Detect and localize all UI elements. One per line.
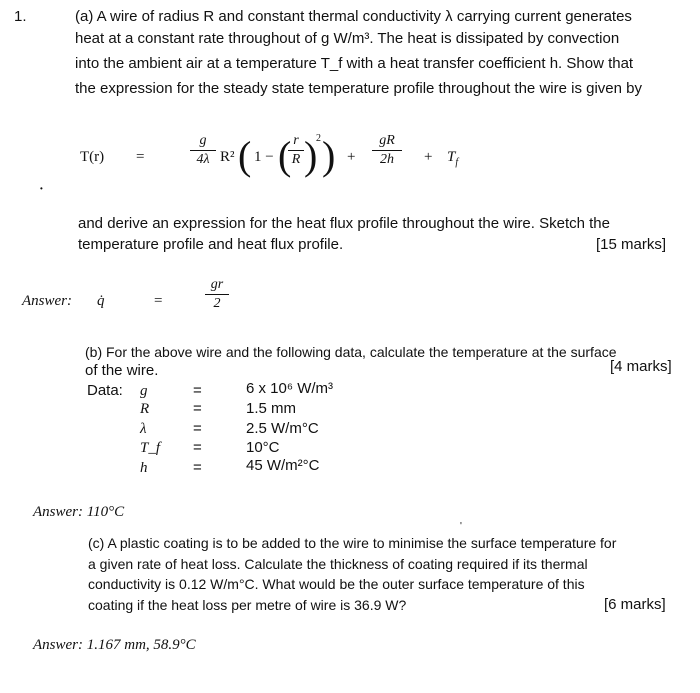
- data-eq-h: =: [193, 459, 202, 476]
- data-eq-g: =: [193, 382, 202, 399]
- part-a-line-1: (a) A wire of radius R and constant thermal conductivity λ carrying current generates: [75, 8, 632, 25]
- part-b-line-1: (b) For the above wire and the following data, calculate the temperature at the surface: [85, 344, 617, 360]
- data-sym-g: g: [140, 383, 148, 399]
- part-c-marks: [6 marks]: [604, 596, 666, 613]
- eq-frac1-den: 4λ: [196, 152, 210, 167]
- data-val-lambda: 2.5 W/m°C: [246, 420, 319, 437]
- part-a-answer-fraction: [205, 277, 229, 312]
- part-c-answer: Answer: 1.167 mm, 58.9°C: [33, 637, 196, 653]
- data-eq-tf: =: [193, 439, 202, 456]
- part-a-derive-line-2: temperature profile and heat flux profile.: [78, 236, 344, 253]
- part-c-line-4: coating if the heat loss per metre of wire is 36.9 W?: [88, 597, 407, 613]
- eq-tf-symbol: T: [447, 149, 456, 165]
- data-val-h: 45 W/m²°C: [246, 457, 320, 474]
- part-a-answer-num: gr: [210, 277, 224, 292]
- part-a-derive-line-1: and derive an expression for the heat flux profile throughout the wire. Sketch the: [78, 215, 610, 232]
- eq-r-squared: R²: [220, 149, 235, 165]
- part-a-answer-label: Answer:: [22, 293, 72, 309]
- eq-paren-close: ): [322, 133, 336, 178]
- eq-inner-num: r: [293, 133, 299, 148]
- part-a-marks: [15 marks]: [596, 236, 667, 253]
- data-eq-r: =: [193, 400, 202, 417]
- data-sym-lambda: λ: [140, 421, 147, 437]
- data-sym-r: R: [140, 401, 150, 417]
- part-a-answer-den: 2: [213, 296, 221, 311]
- part-b-line-2: of the wire.: [85, 362, 159, 379]
- eq-tf: [447, 148, 458, 172]
- part-a-answer-var: q̇: [97, 293, 105, 309]
- part-c-line-3: conductivity is 0.12 W/m°C. What would be the outer surface temperature of this: [88, 576, 585, 592]
- eq-inner-paren-open: (: [278, 133, 292, 178]
- eq-lhs: T(r): [80, 149, 105, 165]
- eq-one-minus: 1 −: [254, 149, 274, 165]
- eq-inner-den: R: [291, 152, 301, 167]
- part-a-line-3: into the ambient air at a temperature T_f with a heat transfer coefficient h. Show that: [75, 55, 634, 72]
- data-val-tf: 10°C: [246, 439, 280, 456]
- eq-tf-subscript: f: [455, 157, 459, 168]
- data-label: Data:: [87, 382, 123, 399]
- stray-mark: •: [40, 184, 43, 193]
- stray-tick: ': [460, 521, 462, 532]
- data-sym-tf: T_f: [140, 440, 161, 456]
- eq-frac2-num: gR: [379, 133, 395, 148]
- part-a-line-4: the expression for the steady state temperature profile throughout the wire is given by: [75, 80, 642, 97]
- data-val-g: 6 x 10⁶ W/m³: [246, 380, 334, 397]
- eq-plus-1: +: [347, 149, 356, 165]
- part-c-line-2: a given rate of heat loss. Calculate the thickness of coating required if its thermal: [88, 556, 588, 572]
- eq-square: 2: [316, 133, 321, 144]
- eq-plus-2: +: [424, 149, 433, 165]
- eq-fraction-2: [372, 133, 402, 168]
- question-number: 1.: [14, 8, 27, 25]
- part-c-line-1: (c) A plastic coating is to be added to the wire to minimise the surface temperature for: [88, 535, 617, 551]
- data-val-r: 1.5 mm: [246, 400, 297, 417]
- part-a-line-2: heat at a constant rate throughout of g W/m³. The heat is dissipated by convection: [75, 30, 620, 47]
- eq-equals: =: [136, 149, 145, 165]
- eq-frac2-den: 2h: [380, 152, 394, 167]
- eq-paren-open: (: [238, 133, 252, 178]
- eq-frac1-num: g: [199, 133, 207, 148]
- eq-inner-fraction: [288, 133, 304, 168]
- data-eq-lambda: =: [193, 420, 202, 437]
- eq-inner-paren-close: ): [304, 133, 318, 178]
- part-a-answer-equals: =: [154, 293, 163, 309]
- part-b-marks: [4 marks]: [610, 358, 672, 375]
- data-sym-h: h: [140, 460, 148, 476]
- eq-fraction-1: [190, 133, 216, 168]
- part-b-answer: Answer: 110°C: [33, 504, 125, 520]
